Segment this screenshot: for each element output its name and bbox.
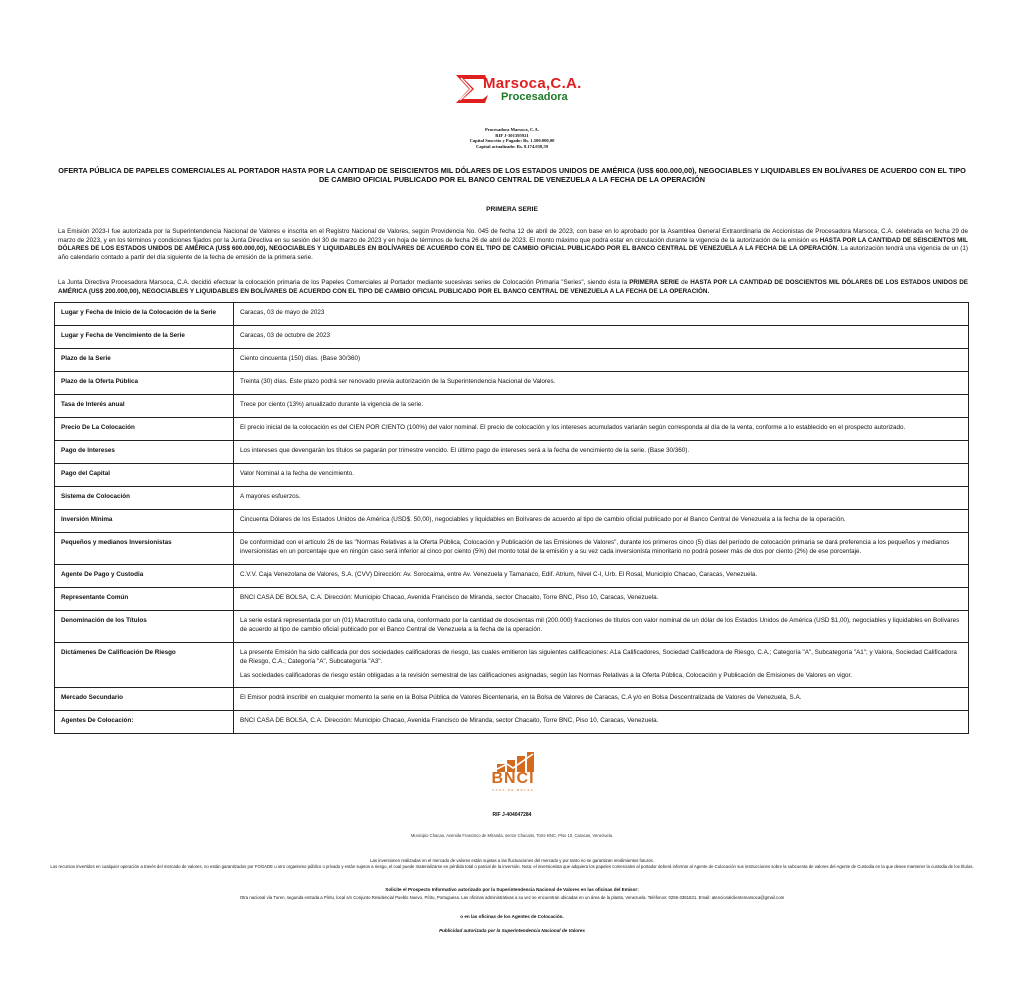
term-label bbox=[55, 643, 234, 688]
table-row bbox=[55, 303, 969, 326]
term-label-text: Dictámenes De Calificación De Riesgo bbox=[61, 649, 176, 656]
table-row bbox=[55, 349, 969, 372]
paragraph-bold-text: HASTA POR LA CANTIDAD DE DOSCIENTOS MIL DÓLARES DE LOS ESTADOS UNIDOS DE AMÉRICA (US$ 200.000,00), NEGOCIABLES Y LIQUIDABLES EN BOLÍVARES DE ACUERDO CON EL TIPO DE CAMBIO OFICIAL PUBLICADO POR EL BANCO CENTRAL DE VENEZUELA A LA FECHA DE LA OPERACIÓN. bbox=[58, 279, 969, 295]
paragraph-bold-text: HASTA POR LA CANTIDAD DE SEISCIENTOS MIL DÓLARES DE LOS ESTADOS UNIDOS DE AMÉRICA (US$ 600.000,00), NEGOCIABLES Y LIQUIDABLES EN BOLÍVARES DE ACUERDO CON EL TIPO DE CAMBIO OFICIAL PUBLICADO POR EL BANCO CENTRAL DE VENEZUELA A LA FECHA DE LA OPERACIÓN bbox=[58, 236, 968, 253]
table-row bbox=[55, 533, 969, 565]
term-label bbox=[55, 711, 234, 734]
paragraph-text: La Junta Directiva Procesadora Marsoca, C.A. decidió efectuar la colocación primaria de los Papeles Comerciales al Portador mediante sucesivas series de Colocación Primaria "Series", siendo ésta la bbox=[58, 279, 630, 286]
term-label-text: Representante Común bbox=[61, 594, 129, 601]
term-label bbox=[55, 510, 234, 533]
table-row bbox=[55, 372, 969, 395]
term-value-text: Trece por ciento (13%) anualizado durante la vigencia de la serie. bbox=[240, 401, 424, 408]
table-row bbox=[55, 487, 969, 510]
term-value bbox=[234, 441, 969, 464]
term-value-text: El precio inicial de la colocación es del CIEN POR CIENTO (100%) del valor nominal. El precio de colocación y los intereses acumulados variarán según corresponda al día de la venta, conforme a lo establecido en el prospecto autorizado. bbox=[240, 424, 906, 431]
term-value-text: El Emisor podrá inscribir en cualquier momento la serie en la Bolsa Pública de Valores Bicentenaria, en la Bolsa de Valores de Caracas, C.A y/o en Bolsa Descentralizada de Valores de Venezuela, S.A. bbox=[240, 694, 802, 701]
term-label bbox=[55, 441, 234, 464]
disclaimer-line-1: Las inversiones realizadas en el mercado de valores están sujetas a las fluctuaciones del mercado y por tanto no se garantizan rendimientos futuros. bbox=[370, 858, 654, 863]
capital-actualizado: Capital actualizado: Bs. 8.174.058,59 bbox=[475, 143, 549, 149]
term-label-text: Lugar y Fecha de Vencimiento de la Serie bbox=[61, 332, 185, 339]
term-value bbox=[234, 395, 969, 418]
term-value-text: C.V.V. Caja Venezolana de Valores, S.A. (CVV) Dirección: Av. Sorocaima, entre Av. Venezuela y Tamanaco, Edif. Atrium, Nivel C-I, Urb. El Rosal, Municipio Chacao, Caracas, Venezuela. bbox=[240, 571, 758, 578]
terms-table bbox=[54, 302, 969, 734]
term-label bbox=[55, 688, 234, 711]
term-label bbox=[55, 487, 234, 510]
term-value bbox=[234, 711, 969, 734]
term-value-text: La serie estará representada por un (01) Macrotítulo cada una, conformado por la cantidad de doscientas mil (200.000) fracciones de títulos con valor nominal de un dólar de los Estados Unidos de América (USD $1,00), negociables y liquidables en Bolívares de acuerdo al tipo de cambio oficial publicado por el Banco Central de Venezuela a la fecha de la operación. bbox=[240, 617, 960, 633]
term-value bbox=[234, 588, 969, 611]
term-label-text: Agente De Pago y Custodia bbox=[61, 571, 144, 578]
company-name: Procesadora Marsoca, C.A. bbox=[485, 127, 539, 132]
term-value bbox=[234, 533, 969, 565]
table-row bbox=[55, 510, 969, 533]
term-label-text: Inversión Mínima bbox=[61, 516, 113, 523]
paragraph-junta bbox=[58, 279, 968, 296]
term-label-text: Lugar y Fecha de Inicio de la Colocación de la Serie bbox=[61, 309, 217, 316]
term-label bbox=[55, 611, 234, 643]
publicidad-autorizada: Publicidad autorizada por la Superintendencia Nacional de Valores bbox=[439, 928, 585, 933]
term-label-text: Sistema de Colocación bbox=[61, 493, 130, 500]
solicite-prospecto: Solicite el Prospecto Informativo autorizado por la Superintendencia Nacional de Valores en las oficinas del Emisor: bbox=[385, 887, 639, 892]
paragraph-emision bbox=[58, 228, 968, 262]
term-label bbox=[55, 565, 234, 588]
term-value bbox=[234, 349, 969, 372]
marsoca-logo bbox=[455, 74, 580, 108]
paragraph-text: . La autorización tendrá una vigencia de un (1) año calendario contado a partir del día siguiente de la fecha de emisión de la primera serie. bbox=[58, 245, 969, 261]
term-value bbox=[234, 510, 969, 533]
term-value-text: Valor Nominal a la fecha de vencimiento. bbox=[240, 470, 354, 477]
bnci-rif: RIF J-404047284 bbox=[492, 812, 532, 818]
paragraph-text: La Emisión 2023-I fue autorizada por la Superintendencia Nacional de Valores e inscrita en el Registro Nacional de Valores, según Providencia No. 045 de fecha 12 de abril de 2023, con base en lo aprobado por la Asamblea General Extraordinaria de Accionistas de Procesadora Marsoca, C.A. celebrada en fecha 29 de marzo de 2023, y en los términos y condiciones fijados por la Junta Directiva en su sesión del 30 de marzo de 2023 y en hoja de términos de fecha 26 de abril de 2023. El monto máximo que podrá estar en circulación durante la vigencia de la autorización de la emisión es bbox=[58, 228, 968, 244]
term-label-text: Denominación de los Títulos bbox=[61, 617, 147, 624]
marsoca-logo-name: Marsoca,C.A. bbox=[483, 75, 582, 92]
term-label-text: Pequeños y medianos Inversionistas bbox=[61, 539, 172, 546]
term-value-text: Treinta (30) días. Este plazo podrá ser renovado previa autorización de la Superintendencia Nacional de Valores. bbox=[240, 378, 556, 385]
term-label bbox=[55, 588, 234, 611]
term-label bbox=[55, 326, 234, 349]
term-value-text: Ciento cincuenta (150) días. (Base 30/360) bbox=[240, 355, 361, 362]
term-label-text: Tasa de Interés anual bbox=[61, 401, 125, 408]
term-value-text: Caracas, 03 de mayo de 2023 bbox=[240, 309, 325, 316]
table-row bbox=[55, 441, 969, 464]
disclaimer-line-2: Los recursos invertidos en cualquier operación a través del mercado de valores, no están garantizados por FOGADE u otro organismo público o privado y están sujetos a riesgo, el cual puede materializarse en pérdida total o parcial de la inversión. Nota: el inversionista que adquiera los papeles comerciales al portador deberá informar al Agente de Colocación sus instrucciones sobre la subcuenta de valores del Agente de Custodia en la que desee mantener la custodia de los títulos. bbox=[50, 863, 974, 869]
term-value-text: Los intereses que devengarán los títulos se pagarán por trimestre vencido. El último pago de intereses será a la fecha de vencimiento de la serie. (Base 30/360). bbox=[240, 447, 690, 454]
term-value-text: Caracas, 03 de octubre de 2023 bbox=[240, 332, 330, 339]
term-value bbox=[234, 487, 969, 510]
company-info bbox=[0, 127, 1024, 149]
marsoca-logo-subtitle: Procesadora bbox=[501, 91, 568, 103]
term-value bbox=[234, 688, 969, 711]
company-rif: RIF J-301395921 bbox=[495, 132, 529, 138]
table-row bbox=[55, 418, 969, 441]
table-row bbox=[55, 611, 969, 643]
term-label bbox=[55, 303, 234, 326]
table-row bbox=[55, 643, 969, 688]
term-value-text: BNCI CASA DE BOLSA, C.A. Dirección: Municipio Chacao, Avenida Francisco de Miranda, sector Chacaito, Torre BNC, Piso 10, Caracas, Venezuela. bbox=[240, 594, 659, 601]
term-value-text: BNCI CASA DE BOLSA, C.A. Dirección: Municipio Chacao, Avenida Francisco de Miranda, sector Chacaito, Torre BNC, Piso 10, Caracas, Venezuela. bbox=[240, 717, 659, 724]
term-value bbox=[234, 565, 969, 588]
term-value bbox=[234, 303, 969, 326]
term-label-text: Plazo de la Oferta Pública bbox=[61, 378, 138, 385]
term-label bbox=[55, 418, 234, 441]
term-label-text: Plazo de la Serie bbox=[61, 355, 111, 362]
term-value-text: De conformidad con el artículo 26 de las "Normas Relativas a la Oferta Pública, Colocación y Publicación de las Emisiones de Valores", durante los primeros cinco (5) días del período de colocación primaria se dará preferencia a los pequeños y medianos inversionistas en un porcentaje que en ningún caso será inferior al cinco por ciento (5%) del monto total de la emisión y a su vez cada inversionista minoritario no podrá poseer más de dos por ciento (2%) de ese porcentaje. bbox=[240, 539, 950, 555]
capital-suscrito: Capital Suscrito y Pagado: Bs. 1.500.000,00 bbox=[469, 138, 555, 144]
table-row bbox=[55, 326, 969, 349]
term-value bbox=[234, 464, 969, 487]
table-row bbox=[55, 688, 969, 711]
term-label-text: Agentes De Colocación: bbox=[61, 717, 134, 724]
bnci-address: Municipio Chacao, Avenida Francisco de Miranda, sector Chacaito, Torre BNC, Piso 10, Caracas, Venezuela. bbox=[410, 833, 614, 838]
term-value-text: La presente Emisión ha sido calificada por dos sociedades calificadoras de riesgo, las cuales emitieron las siguientes calificaciones: A1a Calificadores, Sociedad Calificadora de Riesgo, C.A.; Categoría "A", Subcategoría "A1"; y Valora, Sociedad Calificadora de Riesgo, C.A.; Categoría "A", Subcategoría "A3". bbox=[240, 649, 957, 665]
bnci-logo bbox=[481, 752, 545, 794]
serie-title: PRIMERA SERIE bbox=[486, 206, 538, 213]
bnci-logo-tagline: CASA DE BOLSA bbox=[491, 788, 535, 792]
term-value-note: Las sociedades calificadoras de riesgo están obligadas a la revisión semestral de las calificaciones asignadas, según las Normas Relativas a la Oferta Pública, Colocación y Publicación de Emisiones de Valores en vigor. bbox=[240, 672, 853, 680]
term-label bbox=[55, 372, 234, 395]
term-value bbox=[234, 372, 969, 395]
table-row bbox=[55, 711, 969, 734]
bnci-logo-name: BNCI bbox=[491, 770, 535, 787]
term-value bbox=[234, 643, 969, 688]
term-value bbox=[234, 326, 969, 349]
term-label bbox=[55, 349, 234, 372]
table-row bbox=[55, 395, 969, 418]
disclaimer bbox=[0, 858, 1024, 869]
bar-chart-icon bbox=[495, 752, 535, 772]
term-label bbox=[55, 464, 234, 487]
term-label-text: Pago de Intereses bbox=[61, 447, 115, 454]
paragraph-bold-text: PRIMERA SERIE bbox=[629, 279, 680, 286]
term-value-text: A mayores esfuerzos. bbox=[240, 493, 301, 500]
term-value bbox=[234, 611, 969, 643]
term-label bbox=[55, 533, 234, 565]
term-label-text: Precio De La Colocación bbox=[61, 424, 135, 431]
term-label-text: Mercado Secundario bbox=[61, 694, 123, 701]
table-row bbox=[55, 565, 969, 588]
term-label-text: Pago del Capital bbox=[61, 470, 110, 477]
paragraph-text: de bbox=[679, 279, 691, 286]
table-row bbox=[55, 588, 969, 611]
document-title: OFERTA PÚBLICA DE PAPELES COMERCIALES AL PORTADOR HASTA POR LA CANTIDAD DE SEISCIENTOS MIL DÓLARES DE LOS ESTADOS UNIDOS DE AMÉRICA (US$ 600.000,00), NEGOCIABLES Y LIQUIDABLES EN BOLÍVARES DE ACUERDO CON EL TIPO DE CAMBIO OFICIAL PUBLICADO POR EL BANCO CENTRAL DE VENEZUELA A LA FECHA DE LA OPERACIÓN bbox=[58, 166, 966, 184]
term-value bbox=[234, 418, 969, 441]
term-value-text: Cincuenta Dólares de los Estados Unidos de América (USD$. 50,00), negociables y liquidables en Bolívares de acuerdo al tipo de cambio oficial publicado por el Banco Central de Venezuela a la fecha de la operación. bbox=[240, 516, 846, 523]
term-label bbox=[55, 395, 234, 418]
agentes-colocacion-note: o en las oficinas de los Agentes de Colocación. bbox=[460, 914, 564, 919]
table-row bbox=[55, 464, 969, 487]
emisor-office-address: Otra nacional vía Turen, segunda entrada a Píritu, local s/n Conjunto Residencial Pueblo Nuevo, Píritu, Portuguesa. Las oficinas administrativas a su vez se encuentran ubicadas en un área de la planta, Venezuela. Teléfonos: 0256-3361631. Email: atencionalclientemarsoca@gmail.com bbox=[239, 895, 785, 900]
